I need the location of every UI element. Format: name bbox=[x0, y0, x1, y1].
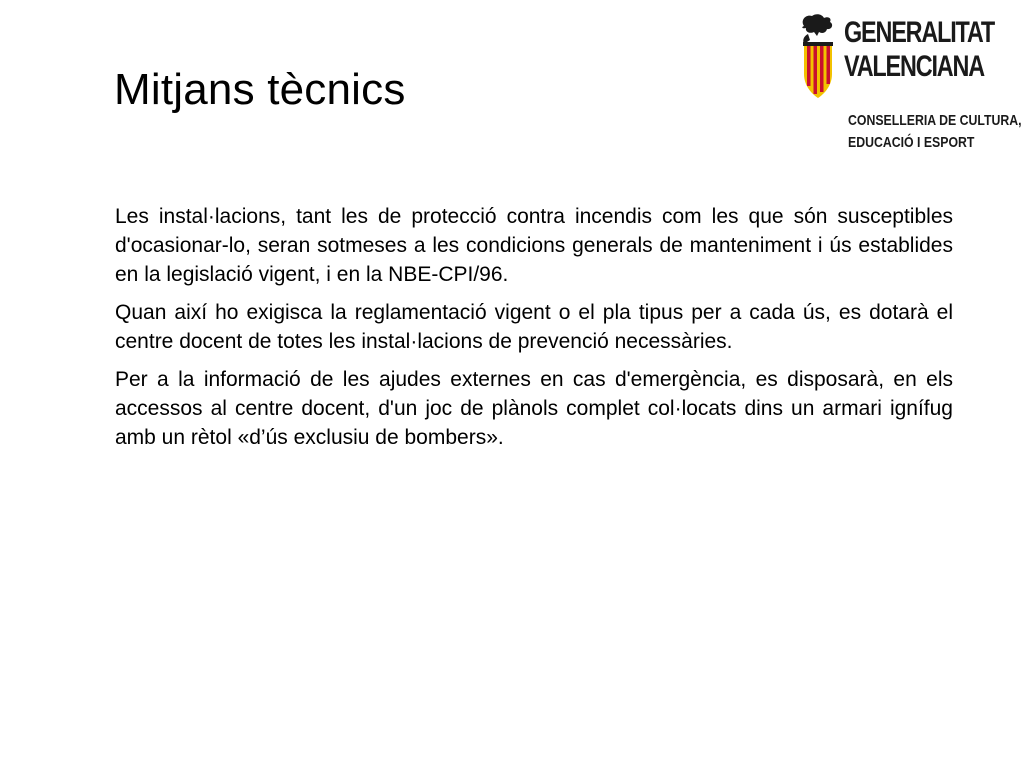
generalitat-logo bbox=[792, 8, 1022, 158]
department-line1: CONSELLERIA DE CULTURA, bbox=[848, 112, 1022, 129]
bat-crest-icon bbox=[796, 12, 838, 100]
slide-title: Mitjans tècnics bbox=[114, 65, 406, 114]
paragraph: Les instal·lacions, tant les de protecció contra incendis com les que són susceptibles d'ocasionar-lo, seran sotmeses a les condicions generals de manteniment i ús establides en la legislació vigent, i en la NBE-CPI/96. bbox=[115, 205, 953, 286]
paragraph: Quan així ho exigisca la reglamentació vigent o el pla tipus per a cada ús, es dotarà el centre docent de totes les instal·lacions de prevenció necessàries. bbox=[115, 301, 953, 353]
org-name-line1: GENERALITAT bbox=[844, 16, 995, 49]
paragraph: Per a la informació de les ajudes externes en cas d'emergència, es disposarà, en els accessos al centre docent, d'un joc de plànols complet col·locats dins un armari ignífug amb un rètol «d’ús exclusiu de bombers». bbox=[115, 368, 953, 449]
org-name-line2: VALENCIANA bbox=[844, 50, 984, 83]
department-line2: EDUCACIÓ I ESPORT bbox=[848, 134, 975, 151]
body-text bbox=[115, 202, 953, 461]
